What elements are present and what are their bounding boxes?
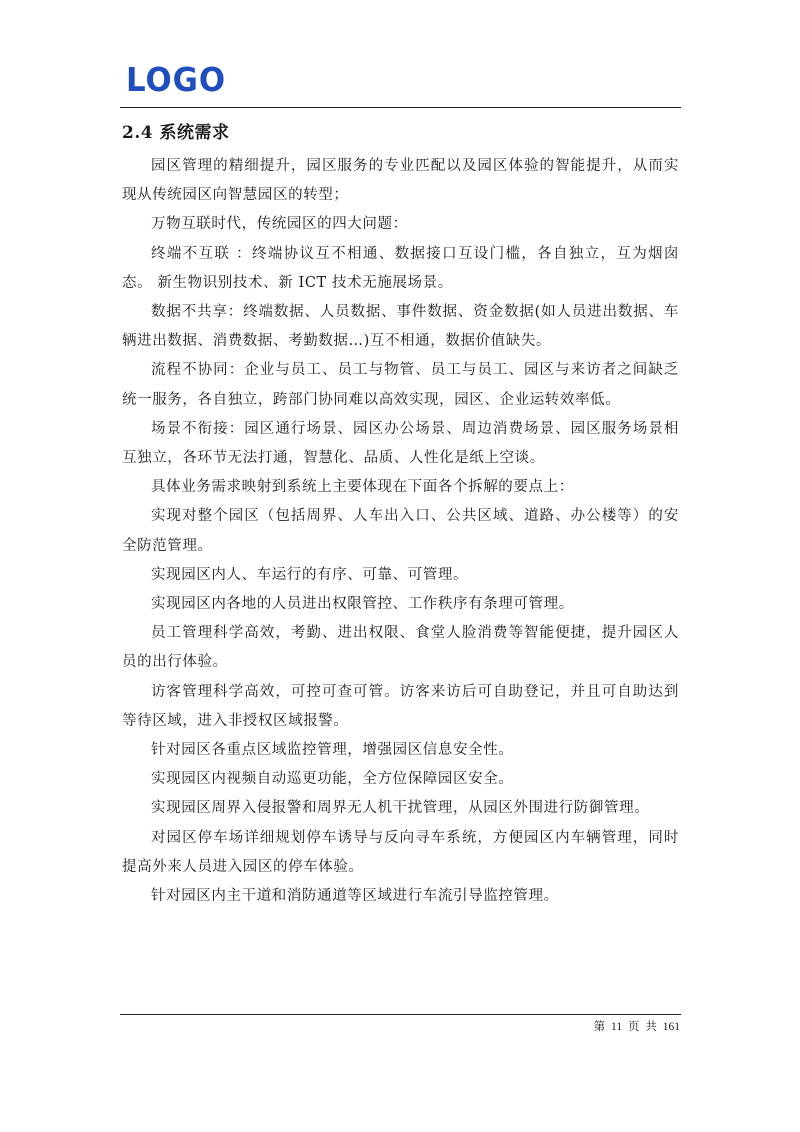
paragraph: 终端不互联 ：终端协议互不相通、数据接口互设门槛，各自独立，互为烟囱态。 新生物识别技术、新 ICT 技术无施展场景。 xyxy=(122,245,679,291)
paragraph: 数据不共享：终端数据、人员数据、事件数据、资金数据(如人员进出数据、车辆进出数据、消费数据、考勤数据…)互不相通，数据价值缺失。 xyxy=(122,304,679,350)
paragraph: 园区管理的精细提升，园区服务的专业匹配以及园区体验的智能提升，从而实现从传统园区向智慧园区的转型； xyxy=(122,158,679,204)
header-rule xyxy=(120,107,681,108)
footer-rule xyxy=(120,1014,681,1015)
logo-text: LOGO xyxy=(126,62,226,94)
paragraph: 访客管理科学高效，可控可查可管。访客来访后可自助登记，并且可自助达到等待区域，进入非授权区域报警。 xyxy=(122,683,679,729)
paragraph: 实现园区内各地的人员进出权限管控、工作秩序有条理可管理。 xyxy=(151,596,574,613)
paragraph: 实现园区周界入侵报警和周界无人机干扰管理，从园区外围进行防御管理。 xyxy=(151,800,650,817)
paragraph: 实现园区内人、车运行的有序、可靠、可管理。 xyxy=(151,566,469,583)
paragraph: 流程不协同：企业与员工、员工与物管、员工与员工、园区与来访者之间缺乏统一服务，各自独立，跨部门协同难以高效实现，园区、企业运转效率低。 xyxy=(122,362,679,408)
paragraph: 实现园区内视频自动巡更功能，全方位保障园区安全。 xyxy=(151,771,514,788)
paragraph: 场景不衔接：园区通行场景、园区办公场景、周边消费场景、园区服务场景相互独立，各环节无法打通，智慧化、品质、人性化是纸上空谈。 xyxy=(122,420,679,467)
section-title: 2.4 系统需求 xyxy=(122,123,230,143)
paragraph: 具体业务需求映射到系统上主要体现在下面各个拆解的要点上： xyxy=(151,479,574,496)
logo xyxy=(126,62,228,94)
paragraph: 针对园区内主干道和消防通道等区域进行车流引导监控管理。 xyxy=(151,888,559,905)
paragraph: 员工管理科学高效，考勤、进出权限、食堂人脸消费等智能便捷，提升园区人员的出行体验。 xyxy=(122,625,679,671)
page-number: 第 11 页 共 161 xyxy=(593,1021,680,1033)
body-text xyxy=(122,152,679,911)
paragraph: 实现对整个园区（包括周界、人车出入口、公共区域、道路、办公楼等）的安全防范管理。 xyxy=(122,508,679,554)
paragraph: 针对园区各重点区域监控管理，增强园区信息安全性。 xyxy=(151,742,514,759)
paragraph: 对园区停车场详细规划停车诱导与反向寻车系统，方便园区内车辆管理，同时提高外来人员进入园区的停车体验。 xyxy=(122,829,679,875)
paragraph: 万物互联时代，传统园区的四大问题： xyxy=(151,216,408,233)
